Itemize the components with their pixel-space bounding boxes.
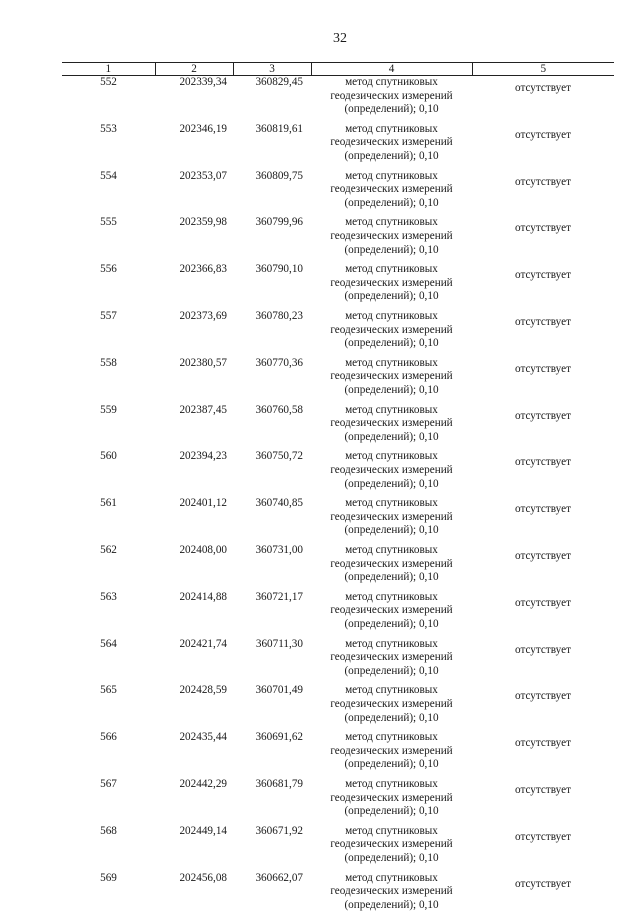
coordinate-x-cell: 202339,34 (155, 76, 233, 123)
method-line: метод спутниковых (311, 825, 472, 839)
method-line: метод спутниковых (311, 591, 472, 605)
description-cell: отсутствует (472, 123, 614, 170)
coordinate-x-cell: 202428,59 (155, 684, 233, 731)
method-line: (определений); 0,10 (311, 665, 472, 679)
method-line: геодезических измерений (311, 838, 472, 852)
header-col-1: 1 (62, 63, 155, 76)
description-cell: отсутствует (472, 310, 614, 357)
point-number-cell: 552 (62, 76, 155, 123)
table-row (62, 263, 614, 310)
method-line: геодезических измерений (311, 745, 472, 759)
method-line: (определений); 0,10 (311, 524, 472, 538)
method-cell (311, 731, 472, 778)
method-line: метод спутниковых (311, 76, 472, 90)
coordinate-x-cell: 202387,45 (155, 404, 233, 451)
description-cell: отсутствует (472, 404, 614, 451)
point-number-cell: 556 (62, 263, 155, 310)
method-line: метод спутниковых (311, 544, 472, 558)
method-line: (определений); 0,10 (311, 337, 472, 351)
description-cell: отсутствует (472, 825, 614, 872)
coordinate-y-cell: 360819,61 (233, 123, 311, 170)
description-cell: отсутствует (472, 170, 614, 217)
table-row (62, 216, 614, 263)
coordinate-y-cell: 360711,30 (233, 638, 311, 685)
table-row (62, 591, 614, 638)
point-number-cell: 564 (62, 638, 155, 685)
description-cell: отсутствует (472, 638, 614, 685)
point-number-cell: 560 (62, 450, 155, 497)
point-number-cell: 569 (62, 872, 155, 918)
method-line: (определений); 0,10 (311, 103, 472, 117)
method-line: метод спутниковых (311, 450, 472, 464)
coordinate-y-cell: 360760,58 (233, 404, 311, 451)
table-row (62, 497, 614, 544)
method-line: геодезических измерений (311, 698, 472, 712)
method-cell (311, 591, 472, 638)
coordinate-y-cell: 360770,36 (233, 357, 311, 404)
method-cell (311, 404, 472, 451)
method-line: геодезических измерений (311, 183, 472, 197)
header-row (62, 63, 614, 76)
table-row (62, 357, 614, 404)
table-header (62, 63, 614, 76)
method-line: метод спутниковых (311, 872, 472, 886)
method-line: (определений); 0,10 (311, 290, 472, 304)
method-line: (определений); 0,10 (311, 384, 472, 398)
description-cell: отсутствует (472, 76, 614, 123)
method-cell (311, 544, 472, 591)
header-col-2: 2 (155, 63, 233, 76)
method-line: (определений); 0,10 (311, 571, 472, 585)
description-cell: отсутствует (472, 357, 614, 404)
method-line: метод спутниковых (311, 404, 472, 418)
point-number-cell: 554 (62, 170, 155, 217)
coordinate-y-cell: 360829,45 (233, 76, 311, 123)
method-line: геодезических измерений (311, 90, 472, 104)
method-cell (311, 263, 472, 310)
point-number-cell: 563 (62, 591, 155, 638)
coordinate-y-cell: 360681,79 (233, 778, 311, 825)
description-cell: отсутствует (472, 591, 614, 638)
point-number-cell: 553 (62, 123, 155, 170)
coordinate-x-cell: 202401,12 (155, 497, 233, 544)
point-number-cell: 559 (62, 404, 155, 451)
table-row (62, 731, 614, 778)
coordinate-y-cell: 360721,17 (233, 591, 311, 638)
table-row (62, 404, 614, 451)
coordinate-y-cell: 360671,92 (233, 825, 311, 872)
method-line: метод спутниковых (311, 778, 472, 792)
method-cell (311, 310, 472, 357)
method-line: (определений); 0,10 (311, 244, 472, 258)
header-col-4: 4 (311, 63, 472, 76)
table-row (62, 872, 614, 918)
coordinate-y-cell: 360731,00 (233, 544, 311, 591)
method-line: (определений); 0,10 (311, 150, 472, 164)
coordinate-x-cell: 202414,88 (155, 591, 233, 638)
point-number-cell: 562 (62, 544, 155, 591)
method-line: геодезических измерений (311, 417, 472, 431)
method-cell (311, 778, 472, 825)
coordinate-x-cell: 202456,08 (155, 872, 233, 918)
coordinate-x-cell: 202373,69 (155, 310, 233, 357)
method-cell (311, 357, 472, 404)
table-row (62, 544, 614, 591)
method-line: геодезических измерений (311, 464, 472, 478)
method-line: метод спутниковых (311, 684, 472, 698)
method-line: (определений); 0,10 (311, 852, 472, 866)
table-row (62, 684, 614, 731)
coordinate-y-cell: 360809,75 (233, 170, 311, 217)
table-row (62, 638, 614, 685)
description-cell: отсутствует (472, 731, 614, 778)
method-cell (311, 825, 472, 872)
method-line: метод спутниковых (311, 263, 472, 277)
coordinates-table (62, 62, 614, 918)
method-line: (определений); 0,10 (311, 478, 472, 492)
table-row (62, 123, 614, 170)
point-number-cell: 557 (62, 310, 155, 357)
coordinate-y-cell: 360662,07 (233, 872, 311, 918)
header-col-5: 5 (472, 63, 614, 76)
coordinate-x-cell: 202435,44 (155, 731, 233, 778)
coordinate-y-cell: 360799,96 (233, 216, 311, 263)
method-line: метод спутниковых (311, 638, 472, 652)
method-line: (определений); 0,10 (311, 618, 472, 632)
method-line: (определений); 0,10 (311, 712, 472, 726)
point-number-cell: 558 (62, 357, 155, 404)
method-line: (определений); 0,10 (311, 197, 472, 211)
point-number-cell: 567 (62, 778, 155, 825)
coordinate-x-cell: 202346,19 (155, 123, 233, 170)
method-line: (определений); 0,10 (311, 899, 472, 913)
method-line: (определений); 0,10 (311, 805, 472, 819)
method-cell (311, 872, 472, 918)
method-line: (определений); 0,10 (311, 431, 472, 445)
coordinate-x-cell: 202442,29 (155, 778, 233, 825)
method-line: метод спутниковых (311, 497, 472, 511)
point-number-cell: 568 (62, 825, 155, 872)
description-cell: отсутствует (472, 778, 614, 825)
page-number: 32 (0, 31, 640, 47)
table-row (62, 76, 614, 123)
coordinate-x-cell: 202394,23 (155, 450, 233, 497)
coordinate-x-cell: 202449,14 (155, 825, 233, 872)
method-cell (311, 216, 472, 263)
description-cell: отсутствует (472, 684, 614, 731)
method-cell (311, 684, 472, 731)
method-line: геодезических измерений (311, 370, 472, 384)
method-cell (311, 450, 472, 497)
method-cell (311, 638, 472, 685)
table-row (62, 450, 614, 497)
table-row (62, 778, 614, 825)
coordinate-y-cell: 360790,10 (233, 263, 311, 310)
method-line: геодезических измерений (311, 324, 472, 338)
coordinate-y-cell: 360701,49 (233, 684, 311, 731)
description-cell: отсутствует (472, 497, 614, 544)
coordinate-x-cell: 202366,83 (155, 263, 233, 310)
coordinate-x-cell: 202353,07 (155, 170, 233, 217)
point-number-cell: 555 (62, 216, 155, 263)
method-line: геодезических измерений (311, 885, 472, 899)
method-line: геодезических измерений (311, 558, 472, 572)
table-row (62, 310, 614, 357)
coordinate-x-cell: 202421,74 (155, 638, 233, 685)
table-row (62, 825, 614, 872)
coordinate-x-cell: 202380,57 (155, 357, 233, 404)
method-line: геодезических измерений (311, 651, 472, 665)
method-line: метод спутниковых (311, 123, 472, 137)
coordinate-y-cell: 360750,72 (233, 450, 311, 497)
coordinate-y-cell: 360780,23 (233, 310, 311, 357)
method-line: метод спутниковых (311, 216, 472, 230)
method-line: метод спутниковых (311, 170, 472, 184)
point-number-cell: 561 (62, 497, 155, 544)
table-row (62, 170, 614, 217)
method-line: геодезических измерений (311, 277, 472, 291)
method-cell (311, 497, 472, 544)
header-col-3: 3 (233, 63, 311, 76)
method-line: (определений); 0,10 (311, 758, 472, 772)
coordinate-x-cell: 202408,00 (155, 544, 233, 591)
coordinate-y-cell: 360740,85 (233, 497, 311, 544)
method-cell (311, 123, 472, 170)
method-line: метод спутниковых (311, 357, 472, 371)
coordinate-y-cell: 360691,62 (233, 731, 311, 778)
method-cell (311, 170, 472, 217)
point-number-cell: 565 (62, 684, 155, 731)
method-line: геодезических измерений (311, 511, 472, 525)
description-cell: отсутствует (472, 216, 614, 263)
method-line: геодезических измерений (311, 792, 472, 806)
coordinate-x-cell: 202359,98 (155, 216, 233, 263)
method-cell (311, 76, 472, 123)
method-line: геодезических измерений (311, 230, 472, 244)
description-cell: отсутствует (472, 263, 614, 310)
method-line: метод спутниковых (311, 731, 472, 745)
method-line: метод спутниковых (311, 310, 472, 324)
method-line: геодезических измерений (311, 136, 472, 150)
description-cell: отсутствует (472, 872, 614, 918)
table-body (62, 76, 614, 918)
description-cell: отсутствует (472, 450, 614, 497)
point-number-cell: 566 (62, 731, 155, 778)
description-cell: отсутствует (472, 544, 614, 591)
method-line: геодезических измерений (311, 604, 472, 618)
